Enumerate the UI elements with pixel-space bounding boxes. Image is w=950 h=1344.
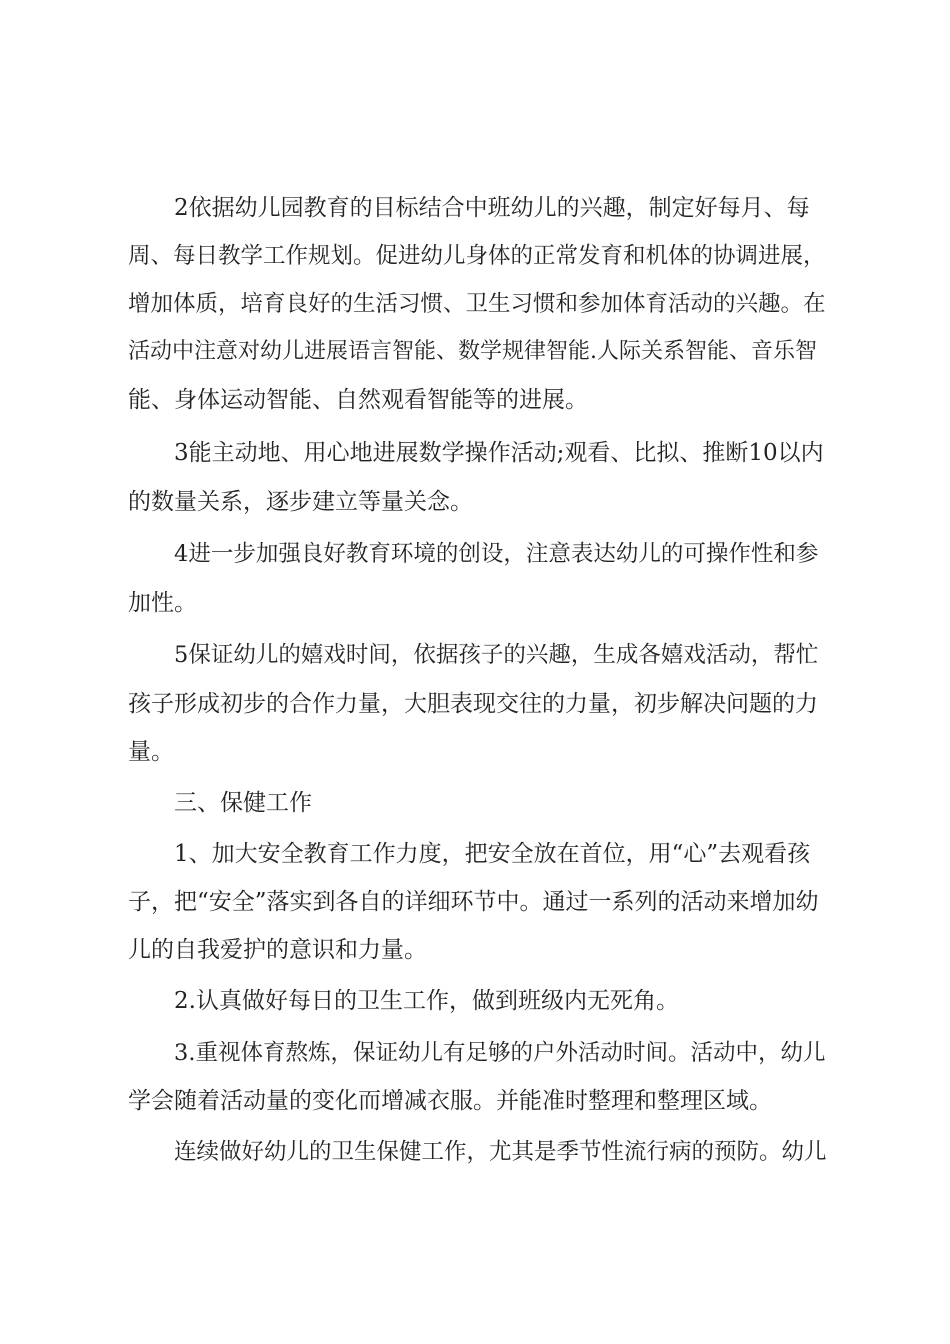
section-heading: 三、保健工作 [174,790,312,816]
paragraph-5-line-3: 量。 [128,739,174,765]
health-item-1-line-2: 子，把“安全”落实到各自的详细环节中。通过一系列的活动来增加幼 [128,889,819,915]
health-item-3-line-2: 学会随着活动量的变化而增减衣服。并能准时整理和整理区域。 [128,1088,772,1114]
health-item-1-line-3: 儿的自我爱护的意识和力量。 [128,937,427,963]
paragraph-4-line-2: 加性。 [128,590,197,616]
paragraph-2-line-3: 增加体质，培育良好的生活习惯、卫生习惯和参加体育活动的兴趣。在 [128,291,826,317]
paragraph-2-line-5: 能、身体运动智能、自然观看智能等的进展。 [128,387,588,413]
paragraph-2-line-4: 活动中注意对幼儿进展语言智能、数学规律智能.人际关系智能、音乐智 [128,339,817,364]
paragraph-5-line-1: 5保证幼儿的嬉戏时间，依据孩子的兴趣，生成各嬉戏活动，帮忙 [174,642,819,668]
paragraph-3-line-2: 的数量关系，逐步建立等量关念。 [128,489,473,515]
paragraph-2-line-1: 2依据幼儿园教育的目标结合中班幼儿的兴趣，制定好每月、每 [174,195,810,221]
paragraph-3-line-1: 3能主动地、用心地进展数学操作活动;观看、比拟、推断10以内 [174,440,824,466]
health-item-3-line-1: 3.重视体育熬炼，保证幼儿有足够的户外活动时间。活动中，幼儿 [174,1040,826,1066]
paragraph-4-line-1: 4进一步加强良好教育环境的创设，注意表达幼儿的可操作性和参 [174,541,819,567]
health-paragraph-continued: 连续做好幼儿的卫生保健工作，尤其是季节性流行病的预防。幼儿 [174,1139,827,1165]
health-item-2-line-1: 2.认真做好每日的卫生工作，做到班级内无死角。 [174,988,679,1014]
paragraph-5-line-2: 孩子形成初步的合作力量，大胆表现交往的力量，初步解决问题的力 [128,691,818,717]
health-item-1-line-1: 1、加大安全教育工作力度，把安全放在首位，用“心”去观看孩 [174,841,811,867]
paragraph-2-line-2: 周、每日教学工作规划。促进幼儿身体的正常发育和机体的协调进展， [128,243,826,269]
